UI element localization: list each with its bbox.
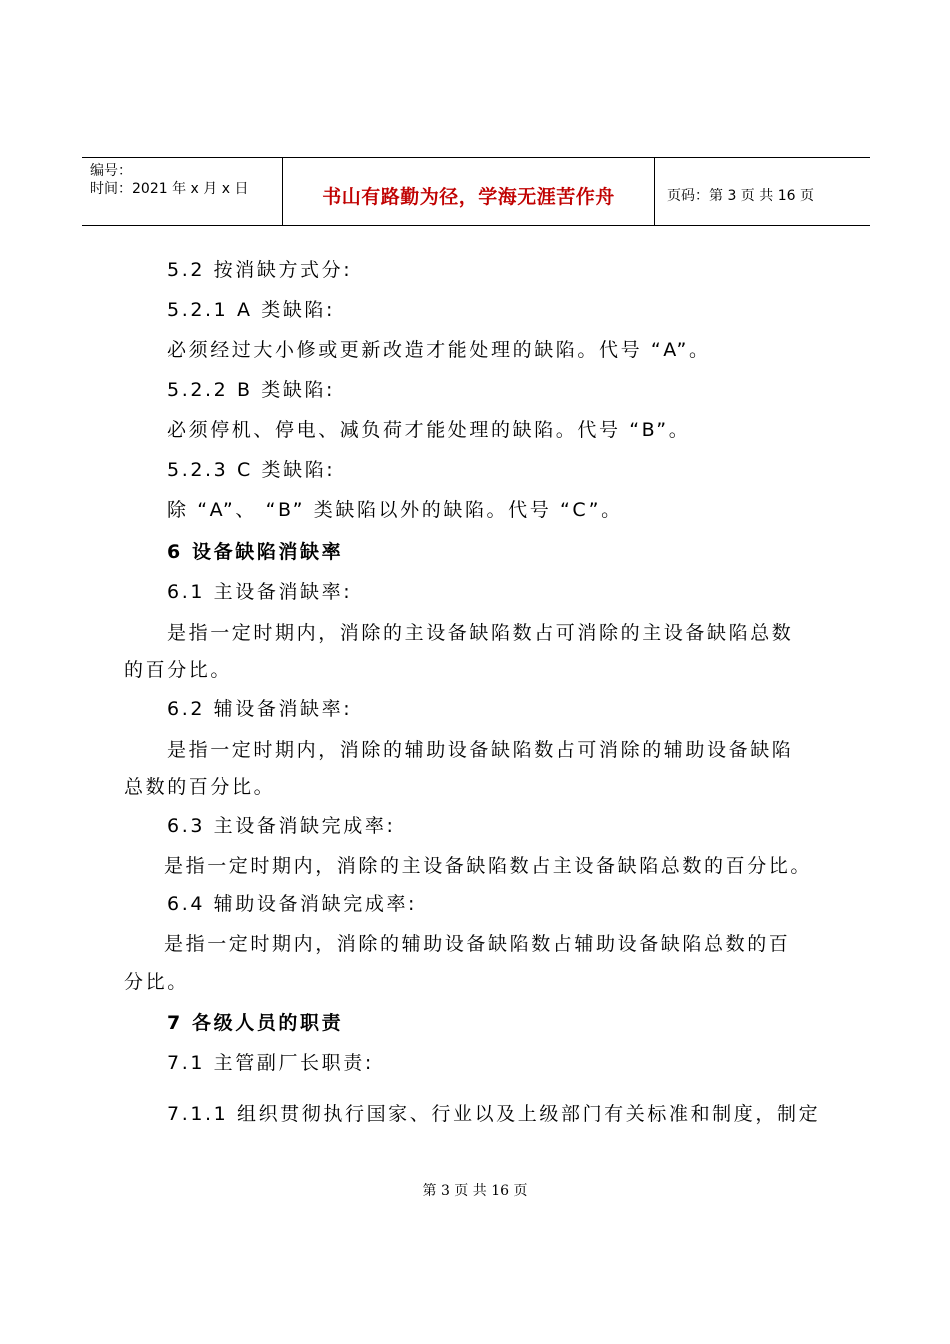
section-5-2-2-heading: 5.2.2 B 类缺陷: (167, 379, 336, 401)
paragraph-text: 是指一定时期内，消除的辅助设备缺陷数占辅助设备缺陷总数的百 (164, 933, 791, 955)
paragraph-text: 是指一定时期内，消除的辅助设备缺陷数占可消除的辅助设备缺陷 (167, 739, 794, 761)
header-meta-cell (82, 158, 283, 225)
paragraph-text: 的百分比。 (124, 659, 233, 681)
paragraph-text: 必须停机、停电、减负荷才能处理的缺陷。代号 “B”。 (167, 419, 691, 441)
paragraph-text: 除 “A”、 “B” 类缺陷以外的缺陷。代号 “C”。 (167, 499, 623, 521)
section-6-4-heading: 6.4 辅助设备消缺完成率: (167, 893, 418, 915)
section-7-1-heading: 7.1 主管副厂长职责: (167, 1052, 374, 1074)
section-6-heading: 6 设备缺陷消缺率 (167, 541, 344, 563)
paragraph-text: 分比。 (124, 971, 189, 993)
paragraph-text: 是指一定时期内，消除的主设备缺陷数占可消除的主设备缺陷总数 (167, 622, 794, 644)
header-page-cell (655, 158, 870, 225)
document-header (82, 157, 870, 226)
section-5-2-3-heading: 5.2.3 C 类缺陷: (167, 459, 336, 481)
section-6-2-heading: 6.2 辅设备消缺率: (167, 698, 353, 720)
section-6-1-heading: 6.1 主设备消缺率: (167, 581, 353, 603)
section-5-2-heading: 5.2 按消缺方式分: (167, 259, 353, 281)
section-7-1-1-text: 7.1.1 组织贯彻执行国家、行业以及上级部门有关标准和制度，制定 (167, 1103, 821, 1125)
paragraph-text: 总数的百分比。 (124, 776, 276, 798)
paragraph-text: 是指一定时期内，消除的主设备缺陷数占主设备缺陷总数的百分比。 (164, 855, 813, 877)
paragraph-text: 必须经过大小修或更新改造才能处理的缺陷。代号 “A”。 (167, 339, 711, 361)
section-6-3-heading: 6.3 主设备消缺完成率: (167, 815, 396, 837)
section-5-2-1-heading: 5.2.1 A 类缺陷: (167, 299, 336, 321)
header-motto: 书山有路勤为径，学海无涯苦作舟 (322, 186, 615, 208)
section-7-heading: 7 各级人员的职责 (167, 1012, 344, 1034)
page-footer: 第 3 页 共 16 页 (422, 1183, 528, 1199)
document-number: 编号： (90, 163, 132, 179)
header-motto-cell (283, 158, 655, 225)
header-page-info: 页码：第 3 页 共 16 页 (667, 188, 814, 204)
document-date: 时间：2021 年 x 月 x 日 (90, 181, 249, 197)
